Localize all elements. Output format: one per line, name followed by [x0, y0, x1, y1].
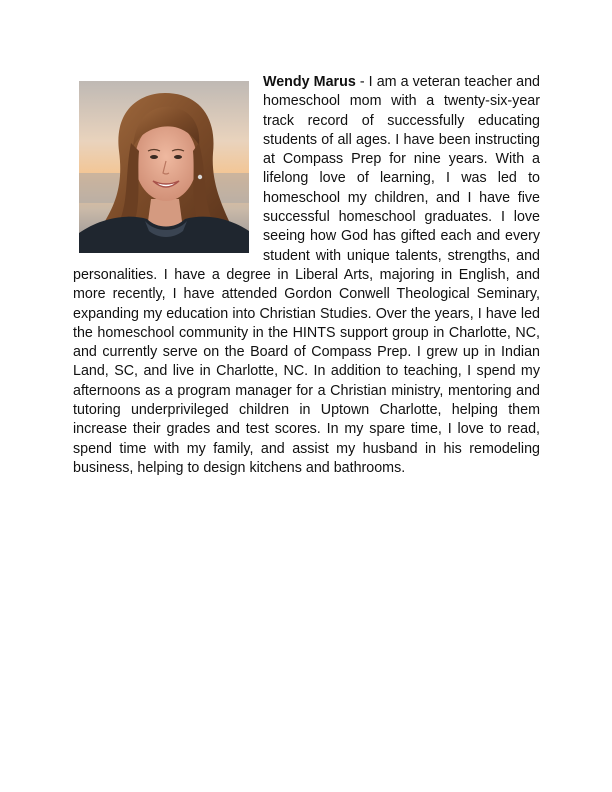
teacher-name: Wendy Marus: [263, 74, 356, 90]
bio-text: - I am a veteran teacher and homeschool mom with a twenty-six-year track record of successfully educating students of all ages. I have been instructing at Compass Prep for nine years. With a lifelong love of learning, I was led to homeschool my children, and I have five successful homeschool graduates. I love seeing how God has gifted each and every student with unique talents, strengths, and personalities. I have a degree in Liberal Arts, majoring in English, and more recently, I have attended Gordon Conwell Theological Seminary, expanding my education into Christian Studies. Over the years, I have led the homeschool community in the HINTS support group in Charlotte, NC, and currently serve on the Board of Compass Prep. I grew up in Indian Land, SC, and live in Charlotte, NC. In addition to teaching, I spend my afternoons as a program manager for a Christian ministry, mentoring and tutoring underprivileged children in Uptown Charlotte, helping them increase their grades and test scores. In my spare time, I love to read, spend time with my family, and assist my husband in his remodeling business, helping to design kitchens and bathrooms.: [73, 74, 541, 476]
portrait-photo: [79, 81, 249, 253]
bio-paragraph: [73, 73, 540, 478]
